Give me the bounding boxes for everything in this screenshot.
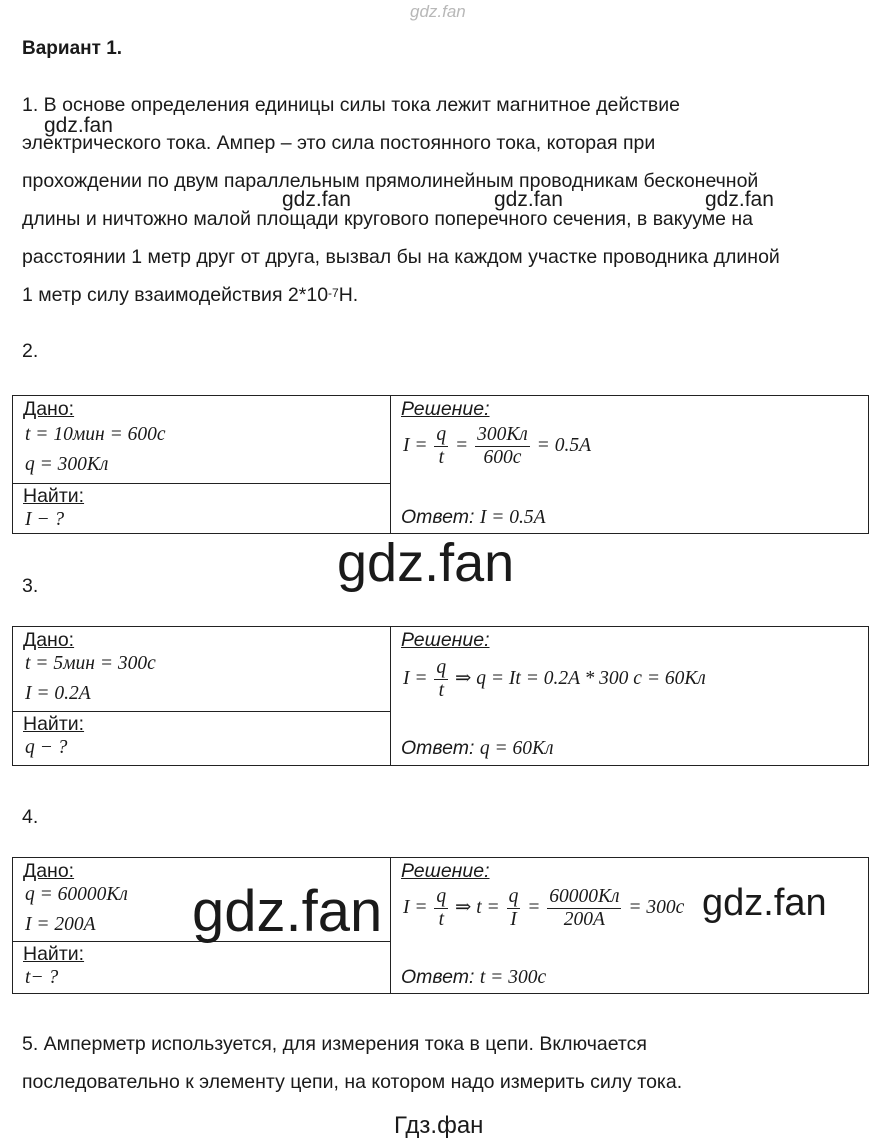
- q3-find-cell: [13, 711, 390, 765]
- q3-find-value: q − ?: [25, 737, 68, 758]
- q1-line-formula: 1 метр силу взаимодействия $2*10^{-7}Н$.: [22, 284, 359, 306]
- q3-answer: Ответ: q = 60Кл: [401, 737, 554, 759]
- find-label: Найти:: [23, 485, 85, 507]
- q2-answer: Ответ: I = 0.5A: [401, 506, 546, 528]
- q4-solution-cell: [391, 858, 868, 993]
- q2-left-column: [13, 396, 391, 533]
- q3-given-current: I = 0.2A: [25, 683, 91, 704]
- q2-table: [12, 395, 869, 534]
- q2-find-cell: [13, 483, 390, 533]
- footer-watermark: Гдз.фан: [394, 1112, 484, 1139]
- q3-number: 3.: [22, 575, 39, 597]
- given-label: Дано:: [23, 629, 75, 651]
- q2-given-charge: q = 300Кл: [25, 454, 109, 475]
- q4-given-charge: q = 60000Кл: [25, 884, 128, 905]
- given-label: Дано:: [23, 398, 75, 420]
- q3-given-time: t = 5мин = 300c: [25, 653, 156, 674]
- q4-find-cell: [13, 941, 390, 993]
- q1-line: электрического тока. Ампер – это сила постоянного тока, которая при: [22, 132, 656, 154]
- q2-find-value: I − ?: [25, 509, 65, 530]
- q2-given-time: t = 10мин = 600c: [25, 424, 166, 445]
- q3-table: [12, 626, 869, 766]
- q4-number: 4.: [22, 806, 39, 828]
- find-label: Найти:: [23, 943, 85, 965]
- watermark: gdz.fan: [192, 879, 383, 944]
- q1-line: расстоянии 1 метр друг от друга, вызвал бы на каждом участке проводника длиной: [22, 246, 780, 268]
- variant-heading: Вариант 1.: [22, 38, 123, 59]
- find-label: Найти:: [23, 713, 85, 735]
- q3-formula: I = $\frac{q}{t}$ ⇒ q = It = 0.2A * 300 c = 60Кл: [403, 657, 706, 701]
- solution-label: Решение:: [401, 398, 490, 420]
- q5-line: 5. Амперметр используется, для измерения тока в цепи. Включается: [22, 1033, 647, 1055]
- q5-line: последовательно к элементу цепи, на котором надо измерить силу тока.: [22, 1071, 683, 1093]
- q4-table: [12, 857, 869, 994]
- solution-label: Решение:: [401, 629, 490, 651]
- q4-answer: Ответ: t = 300c: [401, 966, 547, 988]
- q2-formula: I = $\frac{q}{t}$ = $\frac{300Кл}{600c}$ = 0.5A: [403, 424, 591, 468]
- watermark: gdz.fan: [337, 533, 515, 593]
- watermark: gdz.fan: [494, 188, 563, 211]
- q4-find-value: t− ?: [25, 967, 59, 988]
- q4-formula: I = $\frac{q}{t}$ ⇒ t = $\frac{q}{I}$ = $\frac{60000Кл}{200A}$ = 300c: [403, 886, 685, 930]
- q3-given-cell: [13, 627, 390, 712]
- given-label: Дано:: [23, 860, 75, 882]
- q3-left-column: [13, 627, 391, 765]
- watermark-top: gdz.fan: [410, 2, 466, 21]
- q1-line: 1. В основе определения единицы силы тока лежит магнитное действие: [22, 94, 681, 116]
- watermark: gdz.fan: [44, 114, 113, 137]
- q1-line: длины и ничтожно малой площади кругового поперечного сечения, в вакууме на: [22, 208, 754, 230]
- q3-solution-cell: [391, 627, 868, 765]
- solution-label: Решение:: [401, 860, 490, 882]
- q1-line: прохождении по двум параллельным прямолинейным проводникам бесконечной: [22, 170, 759, 192]
- q2-solution-cell: [391, 396, 868, 533]
- watermark: gdz.fan: [282, 188, 351, 211]
- q4-given-current: I = 200A: [25, 914, 96, 935]
- q2-given-cell: [13, 396, 390, 484]
- q2-number: 2.: [22, 340, 39, 362]
- watermark: gdz.fan: [702, 882, 827, 924]
- watermark: gdz.fan: [705, 188, 774, 211]
